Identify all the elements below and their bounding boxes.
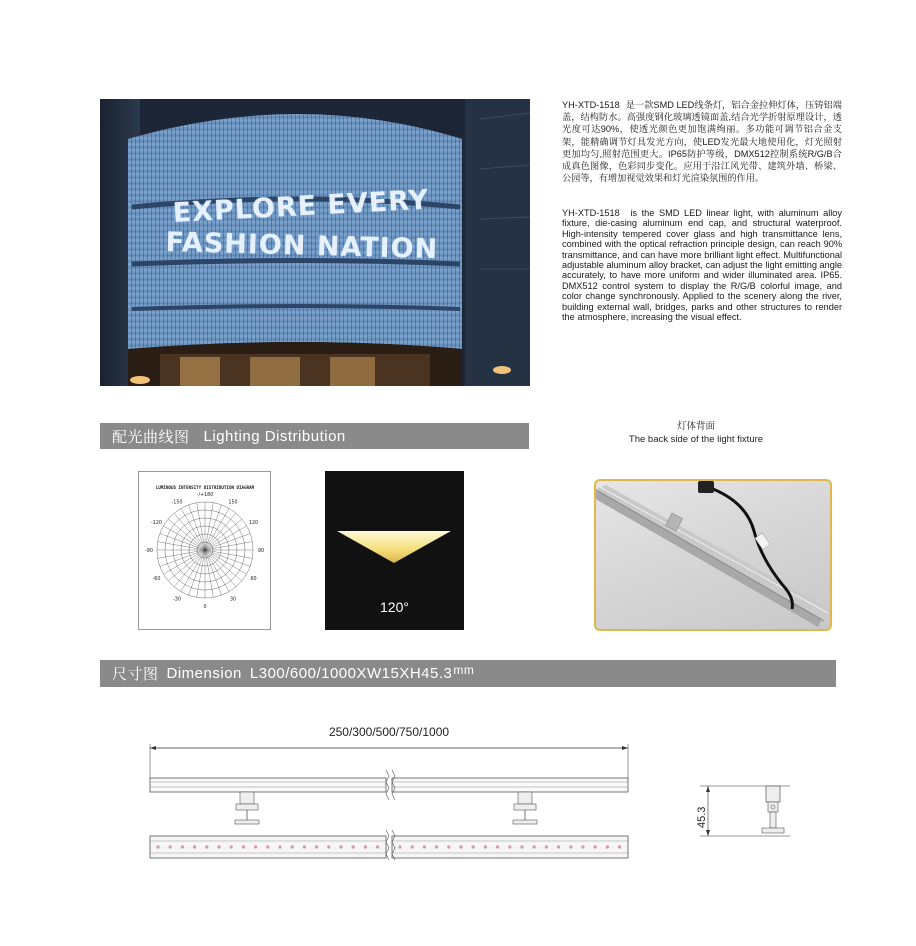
height-dimension-label: 45.3 (696, 806, 708, 828)
model-number: YH-XTD-1518 (562, 100, 620, 110)
led-dot (581, 845, 584, 848)
led-dot (435, 845, 438, 848)
led-dot (266, 845, 269, 848)
polar-angle-label: -60 (152, 577, 161, 582)
polar-angle-label: 120 (248, 521, 259, 526)
back-side-caption-en: The back side of the light fixture (628, 434, 764, 445)
polar-diagram-svg (139, 472, 272, 631)
fixture-front-view (150, 830, 628, 860)
beam-cone (337, 531, 451, 563)
model-number-en: YH-XTD-1518 (562, 208, 620, 218)
polar-angle-label: -150 (171, 500, 183, 506)
polar-angle-label: 0 (203, 605, 207, 610)
led-dot (278, 845, 281, 848)
hero-headline-line1: EXPLORE EVERY (172, 184, 430, 229)
polar-angle-label: 90 (257, 549, 265, 554)
lighting-header-cn: 配光曲线图 (112, 428, 190, 446)
led-dot (484, 845, 487, 848)
polar-diagram (138, 471, 271, 630)
led-dot (339, 845, 342, 848)
led-dot (217, 845, 220, 848)
led-dot (364, 845, 367, 848)
led-dot (303, 845, 306, 848)
dimension-spec: L300/600/1000XW15XH45.3 (249, 665, 453, 682)
led-dot (205, 845, 208, 848)
back-side-caption (596, 420, 796, 446)
back-side-caption-cn: 灯体背面 (676, 421, 715, 432)
hero-text-layer (100, 99, 530, 386)
led-dot (557, 845, 560, 848)
fixture-side-view (150, 770, 628, 824)
led-dot (447, 845, 450, 848)
description-english-text: is the SMD LED linear light, with aluminum alloy fixture, die-casing aluminum end cap, and structural waterproof. High-intensity tempered cover glass and high transmittance lens, combined with the optical refraction principle design, can reach 90% transmittance, and can have more brilliant light effect. Multifunctional adjustable aluminum alloy bracket, can adjust the light emitting angle accurately, to have more uniform and wider illuminated area. IP65. DMX512 control system to display the R/G/B colorful image, and color change synchronously. Applied to the scenery along the river, building external wall, bridges, parks and other structures to render the atmosphere, increasing the visual effect. (562, 208, 842, 323)
led-dot (181, 845, 184, 848)
led-dot (606, 845, 609, 848)
led-dot (472, 845, 475, 848)
dimension-unit: mm (453, 662, 475, 677)
led-dot (569, 845, 572, 848)
led-dot (411, 845, 414, 848)
polar-angle-label: -/+180 (196, 493, 214, 498)
led-dot (376, 845, 379, 848)
hero-photo (100, 99, 530, 386)
polar-angle-label: -30 (173, 597, 181, 603)
led-dot (242, 845, 245, 848)
polar-angle-label: 30 (229, 597, 237, 603)
polar-angle-label: 150 (228, 500, 238, 506)
led-dot (254, 845, 257, 848)
lighting-header-en: Lighting Distribution (203, 427, 346, 445)
led-dot (230, 845, 233, 848)
polar-angle-label: -120 (151, 521, 162, 526)
polar-angle-label: -90 (145, 549, 153, 554)
length-dimension-label: 250/300/500/750/1000 (328, 725, 450, 739)
led-dot (423, 845, 426, 848)
led-dot (508, 845, 511, 848)
dimension-header-cn: 尺寸图 (112, 666, 159, 683)
description-english (562, 208, 842, 322)
led-dot (291, 845, 294, 848)
led-dot (533, 845, 536, 848)
dimension-drawing (140, 740, 800, 870)
fixture-end-view (700, 786, 790, 836)
description-chinese (562, 99, 842, 184)
polar-grid (157, 502, 253, 598)
led-dot (545, 845, 548, 848)
led-dot (459, 845, 462, 848)
led-dot (169, 845, 172, 848)
led-dot (398, 845, 401, 848)
led-dot (352, 845, 355, 848)
led-dot (156, 845, 159, 848)
fixture-back-photo (594, 479, 832, 631)
led-dot (618, 845, 621, 848)
dimension-header-en: Dimension (166, 665, 242, 682)
hero-headline-line2: FASHION NATION (165, 227, 439, 266)
lighting-distribution-header (100, 423, 529, 449)
beam-angle-label: 120° (380, 599, 409, 615)
led-dot (496, 845, 499, 848)
led-dot (594, 845, 597, 848)
led-dot (193, 845, 196, 848)
led-dot (327, 845, 330, 848)
fixture-back-illustration (596, 481, 830, 629)
beam-angle-panel (325, 471, 464, 630)
description-chinese-text: 是一款SMD LED线条灯，铝合金拉伸灯体，压铸铝端盖，结构防水。高强度钢化玻璃透镜面盖,结合光学折射原理设计，透光度可达90%，使透光颜色更加饱满绚丽。多功能可调节铝合金支架，能精确调节灯具发光方向，使LED发光最大地使用化，灯光照射更加均匀,照射范围更大。IP65防护等级，DMX512控制系统R/G/B合成真色图像，色彩同步变化。应用于沿江风光带、建筑外墙、桥梁、公园等，有增加视觉效果和灯光渲染氛围的作用。 (562, 100, 842, 184)
polar-angle-label: 60 (250, 577, 257, 582)
polar-diagram-title: LUMINOUS INTENSITY DISTRIBUTION DIAGRAM (155, 485, 255, 490)
dimension-header (100, 660, 836, 687)
led-dot (315, 845, 318, 848)
led-dot (520, 845, 523, 848)
